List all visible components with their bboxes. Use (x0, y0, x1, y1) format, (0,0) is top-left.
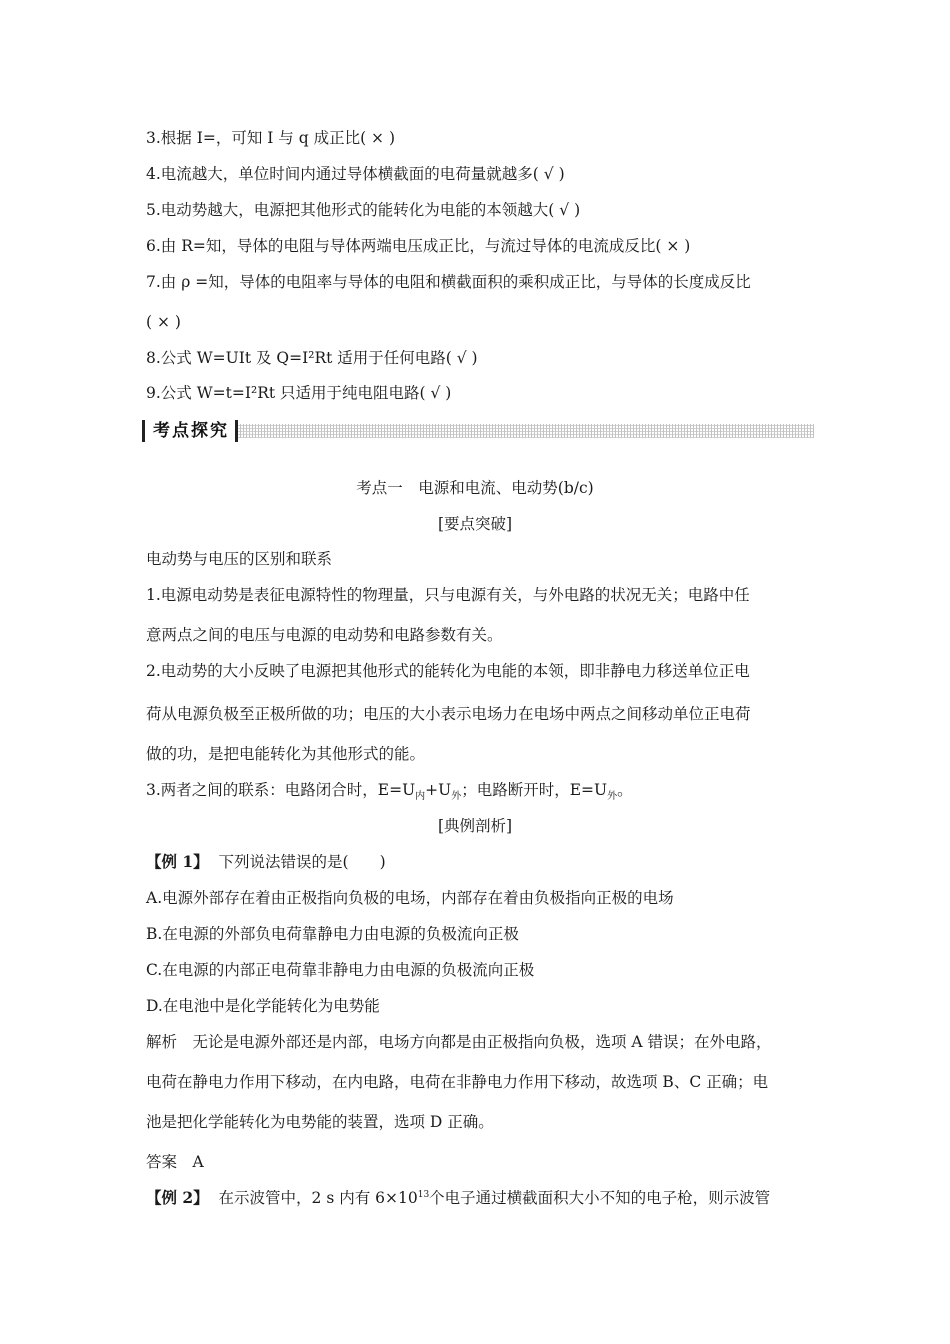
judgment-item: 3.根据 I=，可知 I 与 q 成正比( × ) (146, 129, 396, 147)
answer-line: 答案 A (146, 1153, 204, 1171)
analysis-line: 池是把化学能转化为电势能的装置，选项 D 正确。 (146, 1113, 494, 1131)
example-2-stem: 【例 2】 在示波管中，2 s 内有 $6\times 10^{13}$个电子通过横截面积大小不知的电子枪，则示波管 (146, 1188, 771, 1207)
judgment-item: 7.由 ρ =知，导体的电阻率与导体的电阻和横截面积的乘积成正比，与导体的长度成反比 (146, 273, 751, 291)
option-a: A.电源外部存在着由正极指向负极的电场，内部存在着由负极指向正极的电场 (146, 889, 674, 907)
option-b: B.在电源的外部负电荷靠静电力由电源的负极流向正极 (146, 925, 519, 943)
judgment-item: 5.电动势越大，电源把其他形式的能转化为电能的本领越大( √ ) (146, 201, 581, 219)
section-banner-title: 考点探究 (142, 420, 238, 442)
judgment-item: 8.公式 W=UIt 及 Q=I²Rt 适用于任何电路( √ ) (146, 349, 478, 367)
point-line: 荷从电源负极至正极所做的功；电压的大小表示电场力在电场中两点之间移动单位正电荷 (146, 705, 751, 723)
point-line: 做的功，是把电能转化为其他形式的能。 (146, 745, 426, 763)
analysis-line: 解析 无论是电源外部还是内部，电场方向都是由正极指向负极，选项 A 错误；在外电路， (146, 1033, 772, 1051)
judgment-item: 9.公式 W=t=I²Rt 只适用于纯电阻电路( √ ) (146, 384, 452, 402)
examples-heading: [典例剖析] (437, 817, 513, 835)
banner-hatch-decoration (234, 424, 814, 438)
example-1-stem: 【例 1】 下列说法错误的是( ) (146, 852, 386, 871)
option-d: D.在电池中是化学能转化为电势能 (146, 997, 380, 1015)
point-line: 意两点之间的电压与电源的电动势和电路参数有关。 (146, 626, 503, 644)
judgment-item: 4.电流越大，单位时间内通过导体横截面的电荷量就越多( √ ) (146, 165, 565, 183)
analysis-line: 电荷在静电力作用下移动，在内电路，电荷在非静电力作用下移动，故选项 B、C 正确；电 (146, 1073, 769, 1091)
option-c: C.在电源的内部正电荷靠非静电力由电源的负极流向正极 (146, 961, 535, 979)
example-1-label: 【例 1】 (146, 852, 209, 871)
point-line: 1.电源电动势是表征电源特性的物理量，只与电源有关，与外电路的状况无关；电路中任 (146, 586, 750, 604)
diff-heading: 电动势与电压的区别和联系 (146, 550, 333, 568)
key-points-heading: [要点突破] (437, 515, 513, 533)
point-line: 2.电动势的大小反映了电源把其他形式的能转化为电能的本领，即非静电力移送单位正电 (146, 662, 750, 680)
point-3-line: 3.两者之间的联系：电路闭合时，$E=U_内+U_外$；电路断开时，$E=U_外$。 (146, 781, 633, 803)
example-2-label: 【例 2】 (146, 1188, 209, 1207)
judgment-item-continuation: ( × ) (146, 313, 181, 331)
judgment-item: 6.由 R=知，导体的电阻与导体两端电压成正比，与流过导体的电流成反比( × ) (146, 237, 691, 255)
topic-title: 考点一 电源和电流、电动势(b/c) (356, 479, 594, 497)
section-banner (142, 418, 814, 446)
